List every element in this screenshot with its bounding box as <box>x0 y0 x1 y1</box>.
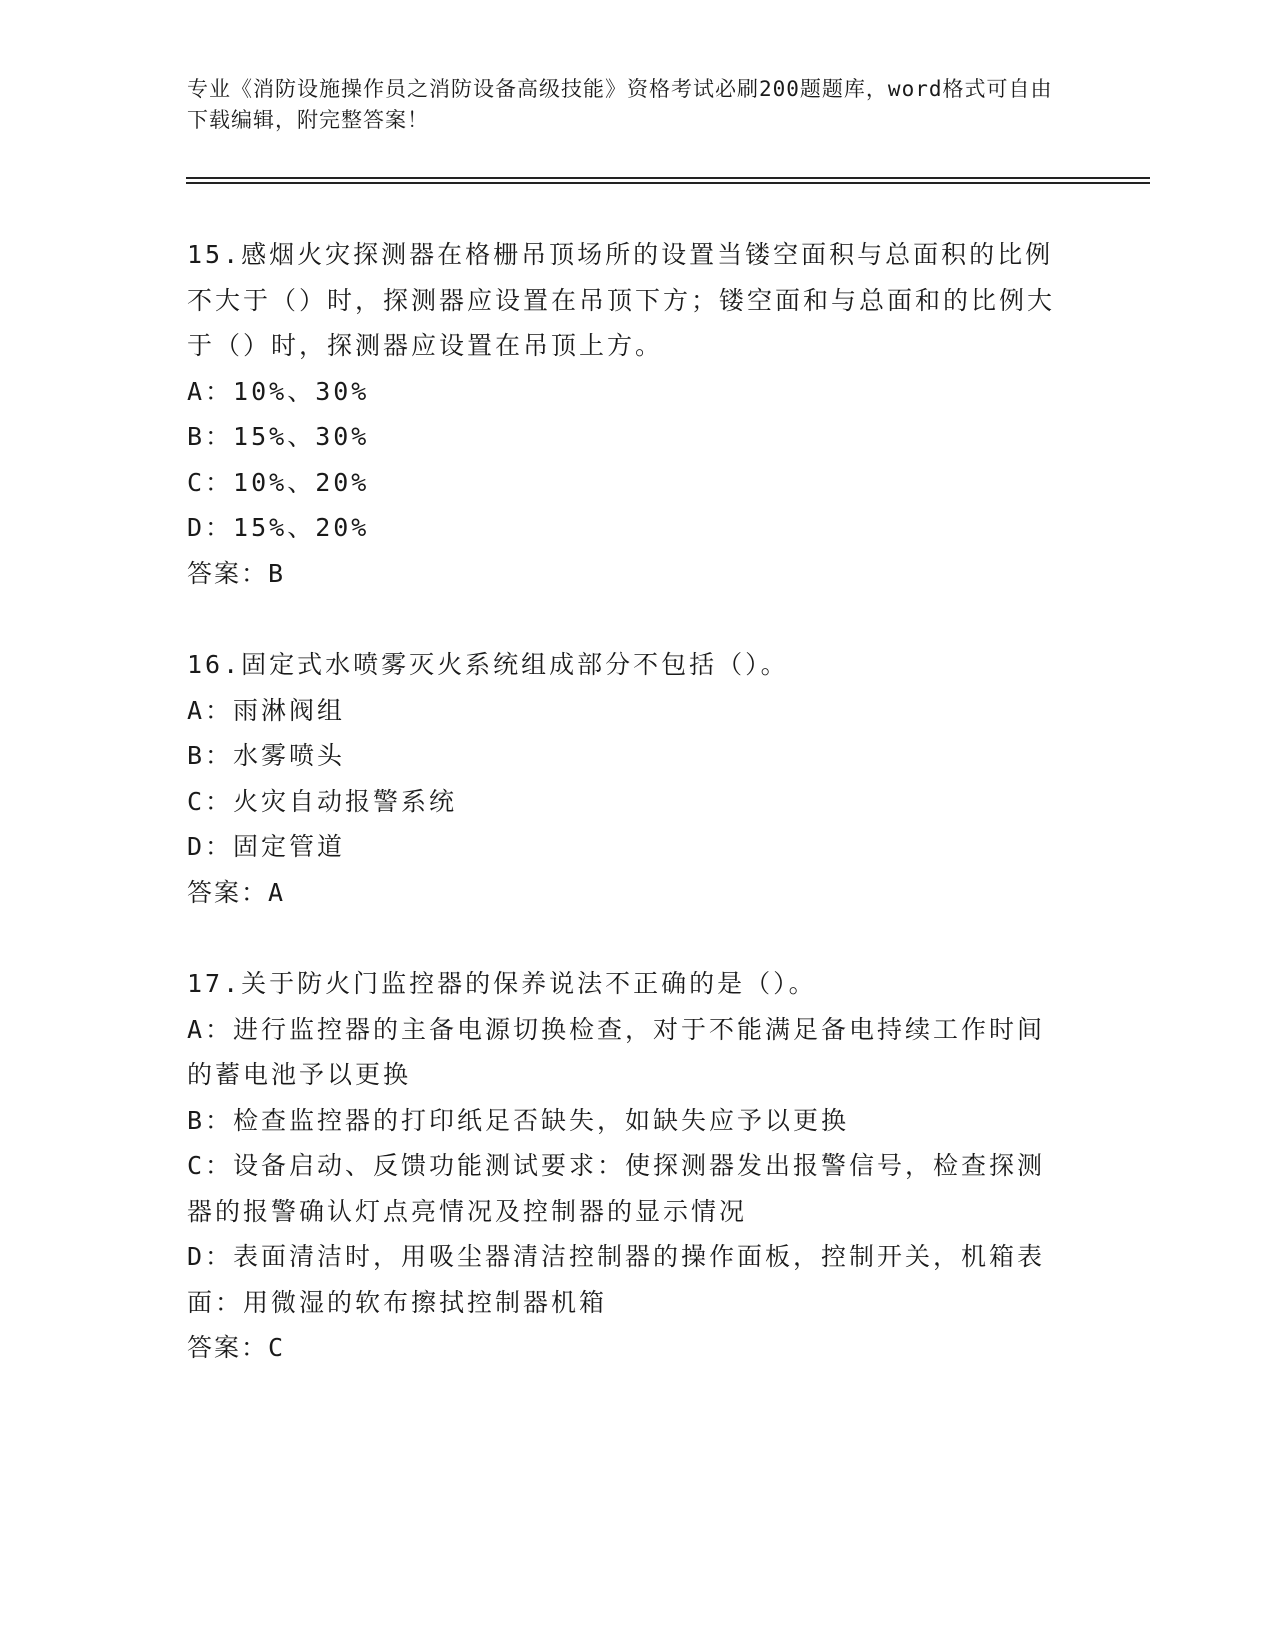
option-c: C：设备启动、反馈功能测试要求：使探测器发出报警信号，检查探测器的报警确认灯点亮情况及控制器的显示情况 <box>187 1151 1046 1226</box>
option-a: A：雨淋阀组 <box>187 695 346 725</box>
question-stem: 15.感烟火灾探测器在格栅吊顶场所的设置当镂空面积与总面积的比例不大于（）时，探测器应设置在吊顶下方；镂空面和与总面和的比例大于（）时，探测器应设置在吊顶上方。 <box>187 240 1056 360</box>
option-a: A：10%、30% <box>187 376 370 406</box>
option-c: C：火灾自动报警系统 <box>187 786 458 816</box>
option-d: D：表面清洁时，用吸尘器清洁控制器的操作面板，控制开关，机箱表面：用微湿的软布擦拭控制器机箱 <box>187 1242 1046 1317</box>
answer-line: 答案：B <box>187 558 286 588</box>
option-b: B：水雾喷头 <box>187 741 346 770</box>
question-list <box>187 232 1067 1417</box>
question-stem: 16.固定式水喷雾灭火系统组成部分不包括（）。 <box>187 650 789 679</box>
question-15 <box>187 232 1067 596</box>
option-d: D：15%、20% <box>187 513 370 542</box>
option-a: A：进行监控器的主备电源切换检查，对于不能满足备电持续工作时间的蓄电池予以更换 <box>187 1014 1046 1089</box>
option-b: B：检查监控器的打印纸足否缺失，如缺失应予以更换 <box>187 1105 850 1135</box>
question-17 <box>187 961 1067 1371</box>
header-divider-bottom <box>186 182 1150 184</box>
document-header: 专业《消防设施操作员之消防设备高级技能》资格考试必刷200题题库，word格式可自由下载编辑，附完整答案！ <box>187 77 1053 132</box>
answer-line: 答案：A <box>187 877 286 907</box>
option-b: B：15%、30% <box>187 422 370 451</box>
question-16 <box>187 642 1067 915</box>
option-d: D：固定管道 <box>187 832 346 861</box>
answer-line: 答案：C <box>187 1333 286 1362</box>
option-c: C：10%、20% <box>187 467 370 497</box>
header-divider-top <box>186 177 1150 179</box>
question-stem: 17.关于防火门监控器的保养说法不正确的是（）。 <box>187 969 817 998</box>
